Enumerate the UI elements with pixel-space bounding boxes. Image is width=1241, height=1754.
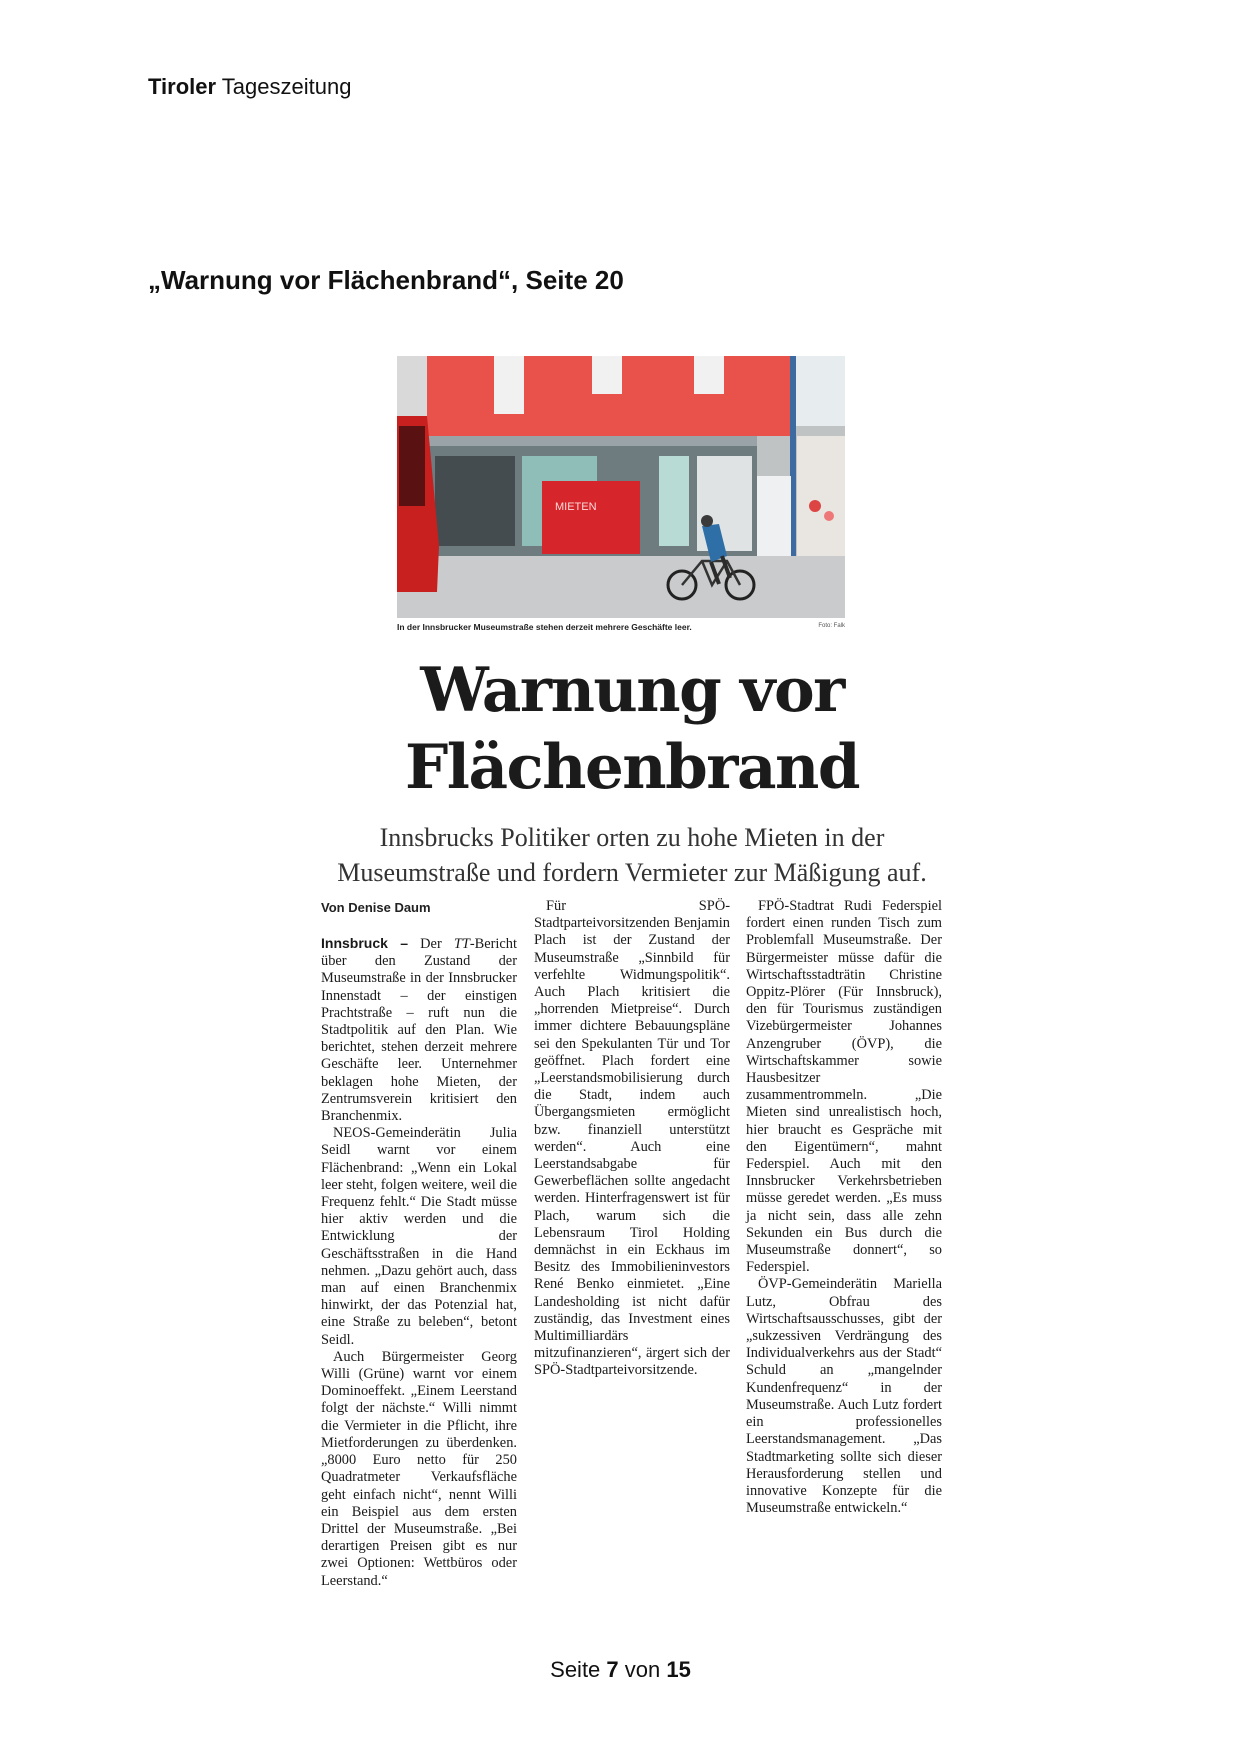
paragraph-6: ÖVP-Gemeinderätin Mariella Lutz, Obfrau des Wirtschaftsausschusses, gibt der „sukzessiven Verdrängung des Individualverkehrs aus der Stadt“ Schuld an „mangelnder Kundenfrequenz“ in der Museumstraße. Auch Lutz fordert ein professionelles Leerstandsmanagement. „Das Stadtmarketing sollte sich dieser Herausforderung stellen und innovative Konzepte für die Museumstraße entwickeln.“ [746,1276,942,1517]
mieten-sign [542,481,640,554]
paragraph-1-body: -Bericht über den Zustand der Museumstraße in der Innsbrucker Innenstadt – der einstigen Prachtstraße – ruft nun die Stadtpolitik auf den Plan. Wie berichtet, stehen derzeit mehrere Geschäfte leer. Unternehmer beklagen hohe Mieten, der Zentrumsverein kritisiert den Branchenmix. [321,936,517,1125]
footer-page-total: 15 [666,1657,691,1682]
photo-caption-text: In der Innsbrucker Museumstraße stehen derzeit mehrere Geschäfte leer. [397,622,692,632]
article-author: Von Denise Daum [321,900,431,915]
headline-line-1: Warnung vor [420,655,844,726]
tt-abbrev: TT [453,936,470,952]
paragraph-5: FPÖ-Stadtrat Rudi Federspiel fordert einen runden Tisch zum Problemfall Museumstraße. Der Bürgermeister müsse dafür die Wirtschaftsstadträtin Christine Oppitz-Plörer (Für Innsbruck), den für Tourismus zuständigen Vizebürgermeister Johannes Anzengruber (ÖVP), die Wirtschaftskammer sowie Hausbesitzer zusammentrommeln. „Die Mieten sind unrealistisch hoch, hier braucht es Gespräche mit den Eigentümern“, mahnt Federspiel. Auch mit den Innsbrucker Verkehrsbetrieben müsse geredet werden. „Es muss ja nicht sein, dass alle zehn Sekunden ein Bus durch die Museumstraße donnert“, so Federspiel. [746,898,942,1276]
page-footer [0,1657,1241,1683]
masthead-brand-regular: Tageszeitung [216,74,352,99]
dateline: Innsbruck – [321,935,409,951]
photo-caption [397,622,845,632]
masthead-brand-bold: Tiroler [148,74,217,99]
mieten-sign-text: MIETEN [555,501,597,513]
text-column-2 [534,898,730,1380]
paragraph-2: NEOS-Gemeinderätin Julia Seidl warnt vor einem Flächenbrand: „Wenn ein Lokal leer steht, folgen weitere, weil die Frequenz fehlt.“ Die Stadt müsse hier aktiv werden und die Entwicklung der Geschäftsstraßen in die Hand nehmen. „Dazu gehört auch, dass man auf einen Branchenmix hinwirkt, der das Potenzial hat, eine Straße zu beleben“, betont Seidl. [321,1125,517,1348]
paragraph-3: Auch Bürgermeister Georg Willi (Grüne) warnt vor einem Dominoeffekt. „Einem Leerstand folgt der nächste.“ Willi nimmt die Vermieter in die Pflicht, ihre Mietforderungen zu überdenken. „8000 Euro netto für 250 Quadratmeter Verkaufsfläche geht einfach nicht“, nennt Willi ein Beispiel aus dem ersten Drittel der Museumstraße. „Bei derartigen Preisen gibt es nur zwei Optionen: Wettbüros oder Leerstand.“ [321,1348,517,1589]
footer-page-number: 7 [606,1657,619,1682]
photo-credit: Foto: Falk [818,623,845,629]
headline-line-2: Flächenbrand [405,732,859,803]
article-photo [397,356,845,618]
paragraph-1-start: Der [408,936,454,952]
article-subline: Innsbrucks Politiker orten zu hohe Mieten in der Museumstraße und fordern Vermieter zur Mäßigung auf. [337,823,927,887]
paragraph-1 [321,935,517,1125]
footer-prefix: Seite [550,1657,607,1682]
footer-middle: von [618,1657,667,1682]
text-column-1 [321,935,517,1590]
clip-title: „Warnung vor Flächenbrand“, Seite 20 [148,265,624,295]
masthead [148,74,351,100]
article-headline [390,652,874,806]
paragraph-4: Für SPÖ-Stadtparteivorsitzenden Benjamin Plach ist der Zustand der Museumstraße „Sinnbild für verfehlte Widmungspolitik“. Auch Plach kritisiert die „horrenden Mietpreise“. Durch immer dichtere Bebauungspläne sei den Spekulanten Tür und Tor geöffnet. Plach fordert eine „Leerstandsmobilisierung durch die Stadt, indem auch Übergangsmieten ermöglicht bzw. finanziell unterstützt werden“. Auch eine Leerstandsabgabe für Gewerbeflächen sollte angedacht werden. Hinterfragenswert ist für Plach, warum sich die Lebensraum Tirol Holding demnächst in ein Eckhaus im Besitz des Immobilieninvestors René Benko einmietet. „Eine Landesholding ist nicht dafür zuständig, das Investment eines Multimilliardärs mitzufinanzieren“, ärgert sich der SPÖ-Stadtparteivorsitzende. [534,898,730,1379]
text-column-3 [746,898,942,1517]
